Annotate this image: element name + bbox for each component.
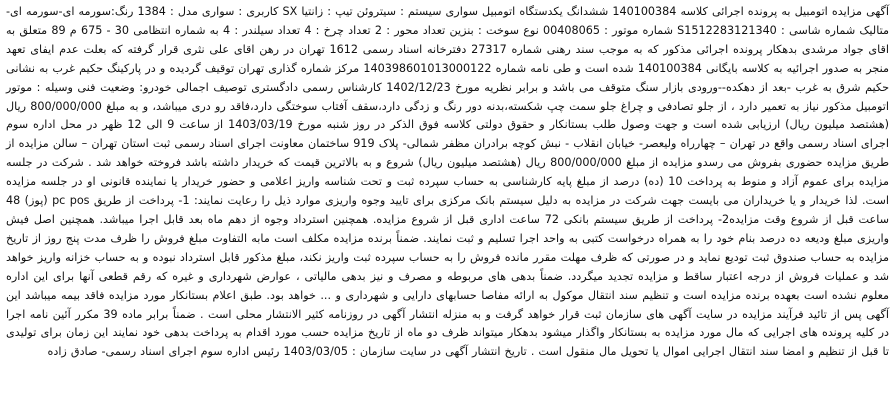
notice-body-text: آگهی مزایده اتومبیل به پرونده اجرائی کلاسه 140100384 ششدانگ یکدستگاه اتومبیل سواری سیستم : سیتروئن تیپ : زانتیا SX کاربری : سواری مدل : 1384 رنگ:سورمه ای-سورمه ای-متالیک شماره شاسی : S1512283121340 شماره موتور : 00408065 نوع سوخت : بنزین تعداد محور : 2 تعداد چرخ : 4 تعداد سیلندر : 4 به شماره انتظامی 30 - 675 م 89 متعلق به اقای جواد مرشدی بدهکار پرونده اجرائی مذکور که به موجب سند رهنی شماره 27317 دفترخانه اسناد رسمی 1612 تهران در رهن اقای علی نثری قرار گرفته که بعلت عدم ایفای تعهد منجر به صدور اجرائیه به کلاسه بایگانی 140100384 شده است و طی نامه شماره 140398601013000122 مرکز شماره گذاری تهران توقیف گردیده و در پارکینگ حکیم غرب به نشانی حکیم شرق به غرب -بعد از دهکده--ورودی بازار سنگ متوقف می باشد و برابر نظریه مورخ 1402/12/23 کارشناس رسمی دادگستری توصیف اجمالی خودرو: وضعیت فنی وسیله : موتور اتومبیل مذکور نیاز به تعمیر دارد ، از جلو تصادفی و چراغ جلو سمت چپ شکسته،بدنه دور رنگ و زدگی دارد،سقف آفتاب سوختگی دارد،فاقد رو دری میباشد، و به مبلغ 800/000/000 ریال (هشتصد میلیون ریال) ارزیابی شده است و جهت وصول طلب بستانکار و حقوق دولتی کلاسه فوق الذکر در روز شنبه مورخ 1403/03/19 از ساعت 9 الی 12 ظهر در محل اداره سوم اجرای اسناد رسمی واقع در تهران – چهارراه ولیعصر- خیابان انقلاب - نبش کوچه برادران مظفر شمالی- پلاک 919 ساختمان معاونت اجرای اسناد رسمی ثبت استان تهران – سالن مزایده از طریق مزایده حضوری بفروش می رسدو مزایده از مبلغ 800/000/000 ریال (هشتصد میلیون ریال) شروع و به بالاترین قیمت که خریدار داشته باشد فروخته خواهد شد . شرکت در جلسه مزایده برای عموم آزاد و منوط به پرداخت 10 (ده) درصد از مبلغ پایه کارشناسی به حساب سپرده ثبت و تحت شناسه واریز اعلامی و حضور خریدار یا نماینده قانونی او در جلسه مزایده است. لذا خریدار و یا خریداران می بایست جهت شرکت در مزایده به دلیل سیستم بانک مرکزی برای تایید وجوه واریزی موارد ذیل را رعایت نمایند: 1- پرداخت از طریق pc pos (پوز) 48 ساعت قبل از شروع وقت مزایده2- پرداخت از طریق سیستم بانکی 72 ساعت اداری قبل از شروع مزایده. همچنین استرداد وجوه از دهم ماه بعد قابل اجرا میباشد. همچنین اصل فیش واریزی مبلغ ودیعه ده درصد بنام خود را به همراه درخواست کتبی به واحد اجرا تسلیم و ثبت نمایند. ضمناً برنده مزایده مکلف است مابه التفاوت مبلغ فروش را ظرف مدت پنج روز از تاریخ مزایده به حساب صندوق ثبت تودیع نماید و در صورتی که ظرف مهلت مقرر مانده فروش را به حساب سپرده ثبت واریز نکند، مبلغ مذکور قابل استرداد نبوده و به حساب خزانه واریز خواهد شد و عملیات فروش از درجه اعتبار ساقط و مزایده تجدید میگردد. ضمناً بدهی های مربوطه و مصرف و نیز بدهی مالیاتی ، عوارض شهرداری و غیره که رقم قطعی آنها برای این اداره معلوم نشده است بعهده برنده مزایده است و تنظیم سند انتقال موکول به ارائه مفاصا حسابهای دارایی و شهرداری و ... خواهد بود. طبق اعلام بستانکار مورد مزایده فاقد بیمه میباشد این آگهی پس از تائید فرآیند مزایده در سایت آگهی های سازمان ثبت قرار خواهد گرفت و به منزله انتشار آگهی در روزنامه کثیر الانتشار محلی است . ضمناً برابر ماده 39 مکرر آئین نامه اجرا در کلیه پرونده های اجرایی که مال مورد مزایده به بستانکار واگذار میشود بدهکار میتواند ظرف دو ماه از تاریخ مزایده حسب مورد اقدام به پرداخت بدهی خود نمایند این زمان برای تولیدی تا قبل از تنظیم و امضا سند انتقال اجرایی اموال یا تحویل مال منقول است . تاریخ انتشار آگهی در سایت سازمان : 1403/03/05 رئیس اداره سوم اجرای اسناد رسمی- صادق زاده [6, 5, 890, 359]
